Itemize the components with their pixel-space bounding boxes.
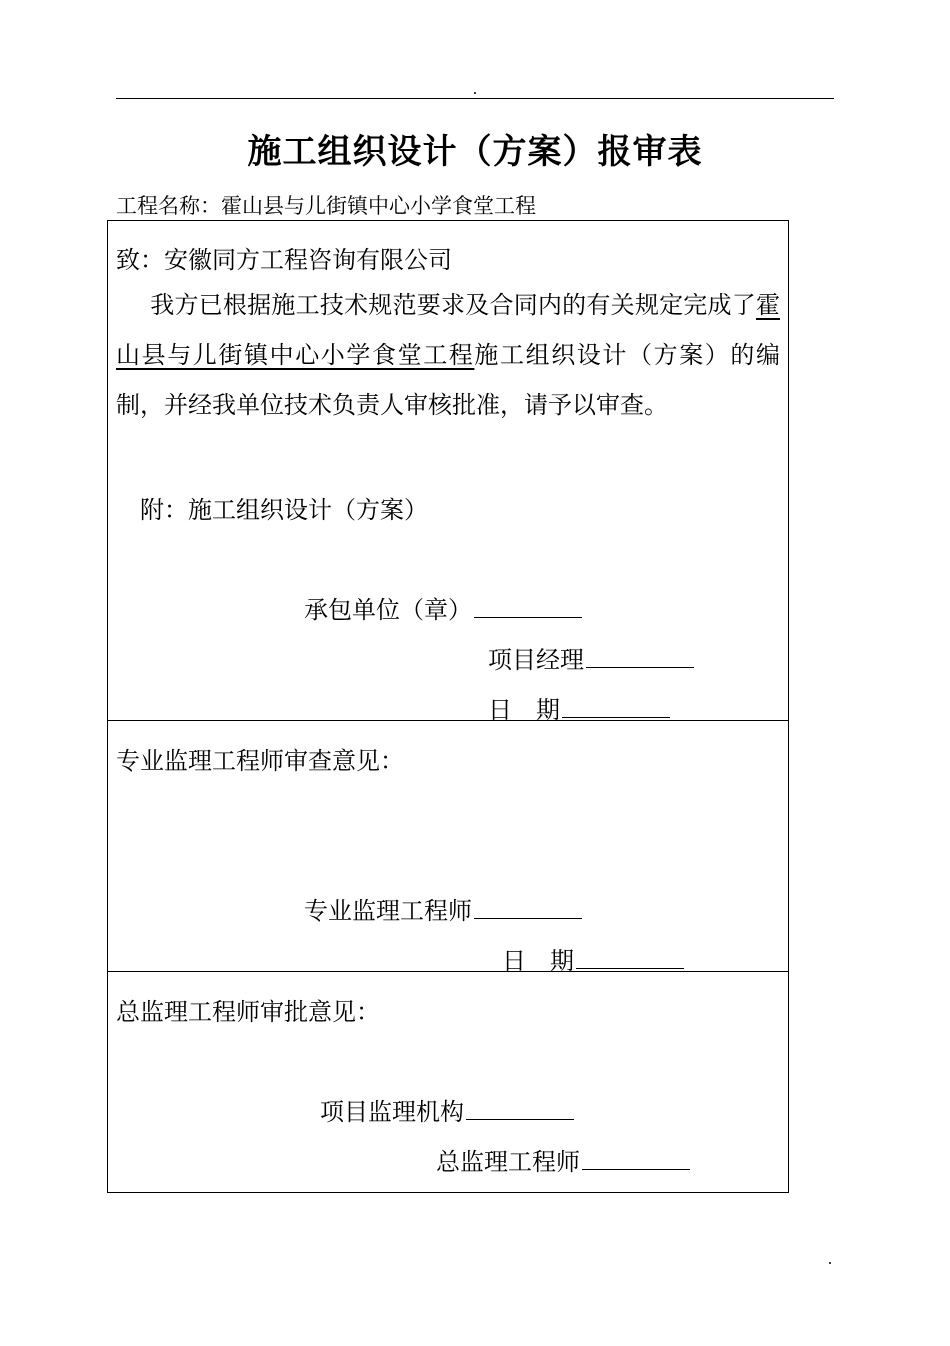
body-text-2: 施工组织设计（方案）的编制，并经我单位技术负责人审核批准，请予以审查。	[116, 341, 781, 419]
specialist-review-heading: 专业监理工程师审查意见：	[116, 747, 404, 775]
supervision-org-blank[interactable]	[466, 1095, 574, 1120]
chief-engineer-label: 总监理工程师	[436, 1148, 580, 1176]
submission-paragraph	[116, 280, 780, 430]
contractor-unit-blank[interactable]	[474, 593, 582, 618]
date-label-1: 日 期	[488, 696, 560, 724]
chief-engineer-blank[interactable]	[582, 1145, 690, 1170]
project-name-line: 工程名称：霍山县与儿街镇中心小学食堂工程	[116, 194, 536, 218]
signature-supervision-org	[320, 1092, 574, 1127]
section-divider-2	[107, 971, 789, 972]
chief-approval-heading: 总监理工程师审批意见：	[116, 998, 380, 1026]
signature-contractor-unit	[304, 590, 582, 625]
specialist-engineer-label: 专业监理工程师	[304, 897, 472, 925]
footer-dot	[829, 1262, 831, 1264]
contractor-unit-label: 承包单位（章）	[304, 596, 472, 624]
body-project-name: 霍山县与儿街镇中心小学食堂工程	[116, 291, 780, 369]
date-blank-2[interactable]	[576, 944, 684, 969]
project-manager-blank[interactable]	[586, 643, 694, 668]
addressee: 致：安徽同方工程咨询有限公司	[116, 246, 452, 274]
specialist-engineer-blank[interactable]	[474, 894, 582, 919]
page-title: 施工组织设计（方案）报审表	[247, 132, 703, 172]
header-dot	[474, 92, 476, 94]
signature-project-manager	[488, 640, 694, 675]
project-manager-label: 项目经理	[488, 646, 584, 674]
section-divider-1	[107, 720, 789, 721]
body-text-1: 我方已根据施工技术规范要求及合同内的有关规定完成了	[150, 291, 756, 319]
date-blank-1[interactable]	[562, 693, 670, 718]
header-rule	[116, 98, 834, 99]
signature-specialist-engineer	[304, 891, 582, 926]
signature-chief-engineer	[436, 1142, 690, 1177]
attachment-line: 附：施工组织设计（方案）	[140, 496, 428, 524]
signature-date-2	[502, 941, 684, 976]
signature-date-1	[488, 690, 670, 725]
date-label-2: 日 期	[502, 947, 574, 975]
supervision-org-label: 项目监理机构	[320, 1098, 464, 1126]
